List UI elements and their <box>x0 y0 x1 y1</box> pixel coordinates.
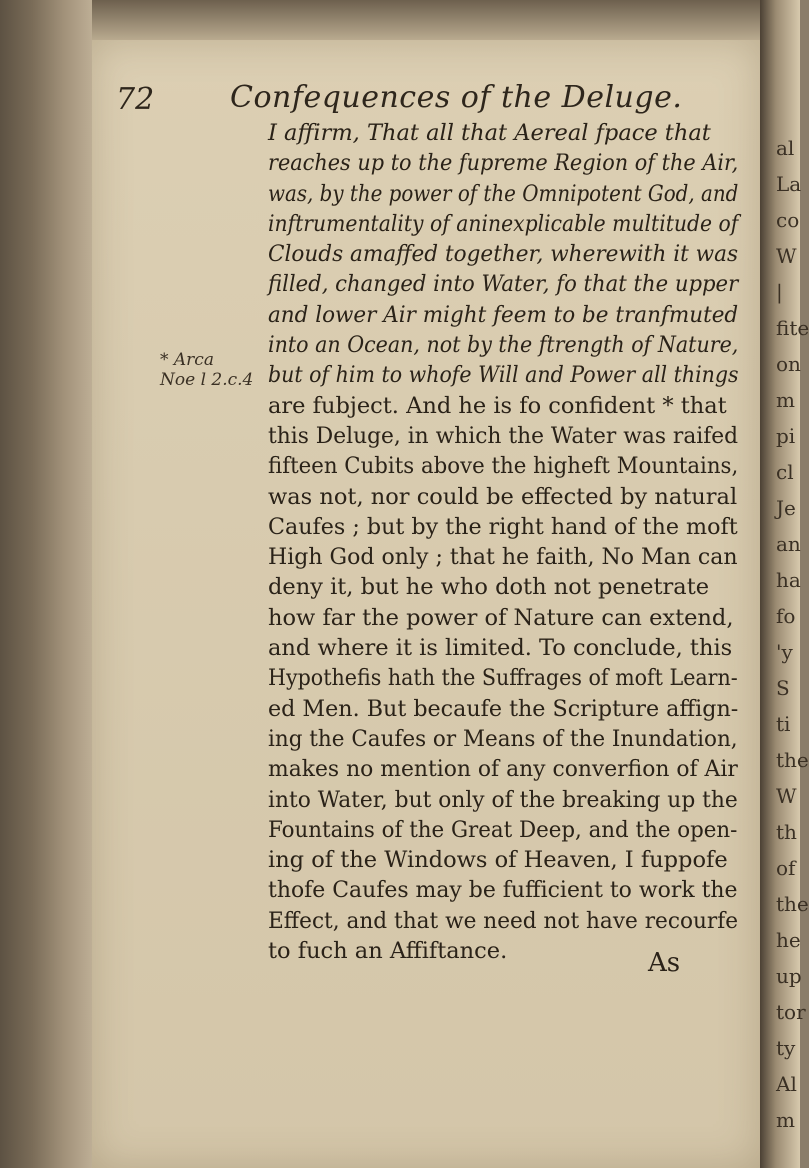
text-line: inftrumentality of aninexplicable multitude of <box>268 210 739 237</box>
page-top-edge <box>92 0 760 40</box>
text-line: thofe Caufes may be fufficient to work the <box>268 877 738 904</box>
facing-fragment: tor <box>776 1000 806 1024</box>
text-line: fifteen Cubits above the higheft Mountains, <box>268 453 739 480</box>
margin-note <box>160 350 270 390</box>
facing-fragment: ti <box>776 712 791 736</box>
facing-page-fragments <box>776 130 809 1138</box>
text-line: Caufes ; but by the right hand of the moft <box>268 513 738 540</box>
margin-note-line: Noe l 2.c.4 <box>160 370 254 390</box>
facing-fragment: W <box>776 784 797 808</box>
facing-fragment: on <box>776 352 801 376</box>
text-line: deny it, but he who doth not penetrate <box>268 574 710 601</box>
facing-fragment: Al <box>776 1072 797 1096</box>
facing-fragment: the <box>776 892 809 916</box>
facing-fragment: of <box>776 856 796 880</box>
facing-fragment: fite <box>776 316 809 340</box>
facing-fragment: ty <box>776 1036 796 1060</box>
running-title: Confequences of the Deluge. <box>230 80 683 115</box>
text-line: reaches up to the fupreme Region of the Air, <box>268 150 739 177</box>
scan-gutter-left <box>0 0 92 1168</box>
catchword: As <box>648 948 681 978</box>
text-line: ing the Caufes or Means of the Inundation, <box>268 725 738 752</box>
text-line: Hypothefis hath the Suffrages of moft Learn- <box>268 665 738 692</box>
facing-fragment: al <box>776 136 795 160</box>
text-line: into Water, but only of the breaking up the <box>268 786 738 813</box>
facing-fragment: fo <box>776 604 796 628</box>
text-line: Clouds amaffed together, wherewith it was <box>268 241 739 268</box>
text-line: into an Ocean, not by the ftrength of Nature, <box>268 332 739 359</box>
text-line: ed Men. But becaufe the Scripture affign- <box>268 695 739 722</box>
facing-fragment: th <box>776 820 797 844</box>
text-line: I affirm, That all that Aereal fpace that <box>268 120 711 146</box>
facing-fragment: ha <box>776 568 801 592</box>
text-line: was, by the power of the Omnipotent God, and <box>268 180 739 207</box>
facing-fragment: cl <box>776 460 794 484</box>
facing-fragment: 'y <box>776 640 793 664</box>
text-line: filled, changed into Water, fo that the upper <box>268 271 739 298</box>
text-line: and lower Air might feem to be tranfmuted <box>268 301 739 328</box>
margin-note-line: * Arca <box>160 350 214 370</box>
text-line: this Deluge, in which the Water was raifed <box>268 422 739 449</box>
facing-fragment: Je <box>776 496 796 520</box>
facing-fragment: up <box>776 964 802 988</box>
facing-fragment: co <box>776 208 800 232</box>
text-line: Fountains of the Great Deep, and the open- <box>268 816 738 843</box>
text-line: makes no mention of any converfion of Air <box>268 756 738 783</box>
text-line: are fubject. And he is fo confident * that <box>268 392 727 419</box>
text-line: how far the power of Nature can extend, <box>268 604 734 631</box>
facing-fragment: he <box>776 928 801 952</box>
facing-fragment: La <box>776 172 802 196</box>
facing-fragment: pi <box>776 424 796 448</box>
facing-fragment: m <box>776 388 795 412</box>
text-line: and where it is limited. To conclude, this <box>268 635 733 662</box>
body-text <box>268 118 738 966</box>
facing-fragment: an <box>776 532 801 556</box>
facing-fragment: the <box>776 748 809 772</box>
facing-fragment: | <box>776 280 783 304</box>
text-line: was not, nor could be effected by natural <box>268 483 738 510</box>
facing-fragment: W <box>776 244 797 268</box>
page-number: 72 <box>116 82 155 117</box>
text-line: High God only ; that he faith, No Man can <box>268 544 738 571</box>
text-line: but of him to whofe Will and Power all things <box>268 362 739 389</box>
facing-fragment: S <box>776 676 790 700</box>
text-line: Effect, and that we need not have recourfe <box>268 907 739 934</box>
facing-fragment: m <box>776 1108 795 1132</box>
text-line: ing of the Windows of Heaven, I fuppofe <box>268 847 728 874</box>
text-line: to fuch an Affiftance. <box>268 938 508 965</box>
